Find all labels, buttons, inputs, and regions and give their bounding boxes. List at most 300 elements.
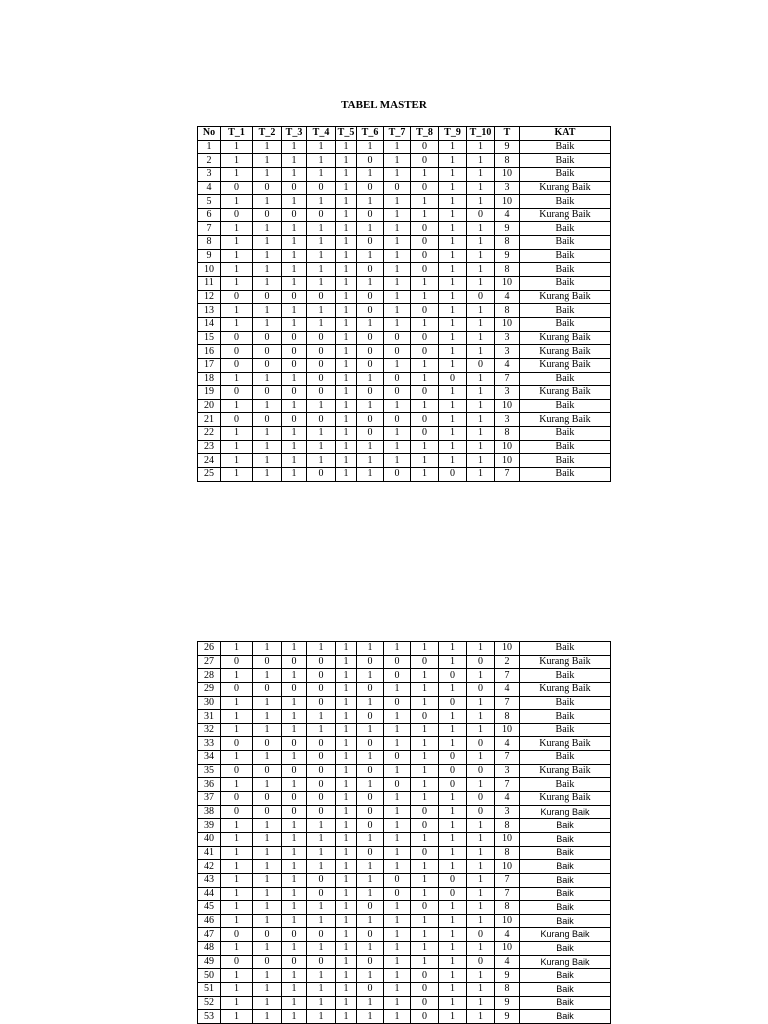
score-cell: 1 [307, 454, 336, 468]
score-cell: 1 [439, 942, 467, 956]
score-cell: 0 [221, 682, 253, 696]
table-row [198, 468, 611, 482]
score-cell: 1 [282, 846, 307, 860]
score-cell: 3 [495, 181, 520, 195]
score-cell: 9 [495, 140, 520, 154]
score-cell: 1 [221, 887, 253, 901]
score-cell: 1 [282, 222, 307, 236]
row-number-cell: 22 [198, 427, 221, 441]
row-number-cell: 32 [198, 723, 221, 737]
score-cell: 0 [357, 983, 384, 997]
score-cell: 1 [336, 468, 357, 482]
category-cell: Baik [520, 249, 611, 263]
table-row [198, 167, 611, 181]
table-row [198, 317, 611, 331]
score-cell: 4 [495, 208, 520, 222]
score-cell: 0 [384, 413, 411, 427]
score-cell: 1 [439, 154, 467, 168]
score-cell: 0 [357, 901, 384, 915]
table-row [198, 331, 611, 345]
table-row [198, 154, 611, 168]
score-cell: 1 [357, 440, 384, 454]
score-cell: 0 [411, 236, 439, 250]
score-cell: 0 [253, 764, 282, 778]
category-cell: Baik [520, 222, 611, 236]
score-cell: 1 [336, 427, 357, 441]
score-cell: 0 [307, 764, 336, 778]
score-cell: 1 [411, 696, 439, 710]
category-cell: Kurang Baik [520, 737, 611, 751]
score-cell: 1 [221, 427, 253, 441]
score-cell: 1 [282, 751, 307, 765]
score-cell: 1 [307, 901, 336, 915]
score-cell: 1 [336, 737, 357, 751]
category-cell: Baik [520, 140, 611, 154]
row-number-cell: 24 [198, 454, 221, 468]
score-cell: 0 [384, 873, 411, 887]
row-number-cell: 12 [198, 290, 221, 304]
score-cell: 1 [253, 723, 282, 737]
score-cell: 0 [411, 710, 439, 724]
row-number-cell: 17 [198, 358, 221, 372]
table-row [198, 290, 611, 304]
score-cell: 1 [282, 195, 307, 209]
score-cell: 1 [467, 399, 495, 413]
score-cell: 1 [221, 901, 253, 915]
score-cell: 1 [336, 331, 357, 345]
table-row [198, 928, 611, 942]
score-cell: 0 [411, 331, 439, 345]
score-cell: 1 [282, 277, 307, 291]
score-cell: 0 [357, 386, 384, 400]
table-row [198, 860, 611, 874]
score-cell: 0 [307, 805, 336, 819]
score-cell: 1 [253, 304, 282, 318]
score-cell: 1 [253, 969, 282, 983]
score-cell: 1 [439, 413, 467, 427]
score-cell: 1 [439, 955, 467, 969]
score-cell: 1 [384, 737, 411, 751]
score-cell: 1 [411, 468, 439, 482]
score-cell: 1 [253, 236, 282, 250]
score-cell: 1 [336, 764, 357, 778]
score-cell: 1 [467, 969, 495, 983]
score-cell: 0 [357, 955, 384, 969]
score-cell: 9 [495, 1010, 520, 1024]
score-cell: 1 [307, 1010, 336, 1024]
score-cell: 9 [495, 222, 520, 236]
row-number-cell: 9 [198, 249, 221, 263]
score-cell: 1 [467, 669, 495, 683]
score-cell: 0 [307, 181, 336, 195]
score-cell: 1 [384, 290, 411, 304]
score-cell: 1 [357, 778, 384, 792]
score-cell: 0 [411, 969, 439, 983]
score-cell: 8 [495, 819, 520, 833]
row-number-cell: 40 [198, 832, 221, 846]
score-cell: 1 [384, 208, 411, 222]
score-cell: 1 [439, 792, 467, 806]
score-cell: 0 [253, 208, 282, 222]
score-cell: 1 [384, 969, 411, 983]
score-cell: 1 [336, 723, 357, 737]
row-number-cell: 7 [198, 222, 221, 236]
score-cell: 1 [439, 208, 467, 222]
score-cell: 1 [467, 642, 495, 656]
score-cell: 0 [253, 805, 282, 819]
table-row [198, 942, 611, 956]
score-cell: 10 [495, 914, 520, 928]
table-row [198, 236, 611, 250]
score-cell: 1 [467, 304, 495, 318]
score-cell: 0 [357, 181, 384, 195]
score-cell: 0 [357, 805, 384, 819]
score-cell: 1 [307, 969, 336, 983]
category-cell: Baik [520, 399, 611, 413]
score-cell: 1 [307, 440, 336, 454]
score-cell: 1 [336, 955, 357, 969]
score-cell: 1 [336, 928, 357, 942]
score-cell: 0 [282, 358, 307, 372]
score-cell: 0 [411, 996, 439, 1010]
score-cell: 1 [357, 696, 384, 710]
score-cell: 0 [384, 181, 411, 195]
score-cell: 1 [307, 819, 336, 833]
score-cell: 4 [495, 358, 520, 372]
score-cell: 0 [384, 778, 411, 792]
score-cell: 1 [411, 669, 439, 683]
header-t1: T_1 [221, 127, 253, 141]
score-cell: 0 [221, 764, 253, 778]
score-cell: 1 [282, 723, 307, 737]
score-cell: 0 [282, 955, 307, 969]
score-cell: 1 [467, 427, 495, 441]
score-cell: 1 [384, 195, 411, 209]
score-cell: 1 [357, 887, 384, 901]
table-row [198, 832, 611, 846]
score-cell: 1 [282, 696, 307, 710]
score-cell: 1 [307, 195, 336, 209]
score-cell: 1 [253, 819, 282, 833]
score-cell: 0 [411, 413, 439, 427]
score-cell: 1 [282, 427, 307, 441]
score-cell: 1 [439, 399, 467, 413]
score-cell: 0 [307, 669, 336, 683]
score-cell: 0 [282, 181, 307, 195]
score-cell: 3 [495, 413, 520, 427]
row-number-cell: 13 [198, 304, 221, 318]
score-cell: 1 [439, 983, 467, 997]
score-cell: 0 [439, 669, 467, 683]
score-cell: 1 [467, 181, 495, 195]
score-cell: 1 [384, 140, 411, 154]
score-cell: 1 [336, 345, 357, 359]
score-cell: 1 [467, 345, 495, 359]
score-cell: 1 [307, 167, 336, 181]
score-cell: 1 [282, 1010, 307, 1024]
score-cell: 1 [336, 386, 357, 400]
score-cell: 8 [495, 427, 520, 441]
score-cell: 0 [411, 1010, 439, 1024]
score-cell: 0 [357, 655, 384, 669]
table-row [198, 805, 611, 819]
score-cell: 0 [467, 792, 495, 806]
table-row [198, 181, 611, 195]
score-cell: 1 [467, 454, 495, 468]
score-cell: 0 [282, 805, 307, 819]
score-cell: 0 [282, 737, 307, 751]
table-row [198, 901, 611, 915]
score-cell: 1 [307, 832, 336, 846]
score-cell: 1 [357, 372, 384, 386]
score-cell: 1 [336, 778, 357, 792]
table-row [198, 819, 611, 833]
score-cell: 1 [282, 819, 307, 833]
score-cell: 1 [439, 167, 467, 181]
score-cell: 1 [221, 873, 253, 887]
category-cell: Baik [520, 873, 611, 887]
score-cell: 0 [357, 846, 384, 860]
score-cell: 1 [411, 792, 439, 806]
score-cell: 0 [282, 290, 307, 304]
score-cell: 0 [253, 181, 282, 195]
score-cell: 1 [384, 642, 411, 656]
score-cell: 1 [467, 1010, 495, 1024]
category-cell: Baik [520, 778, 611, 792]
table-row [198, 358, 611, 372]
category-cell: Kurang Baik [520, 413, 611, 427]
score-cell: 1 [467, 386, 495, 400]
table-row [198, 304, 611, 318]
score-cell: 0 [357, 737, 384, 751]
score-cell: 1 [384, 764, 411, 778]
score-cell: 1 [411, 860, 439, 874]
score-cell: 1 [384, 236, 411, 250]
score-cell: 0 [253, 331, 282, 345]
score-cell: 1 [467, 873, 495, 887]
score-cell: 0 [411, 263, 439, 277]
score-cell: 0 [282, 928, 307, 942]
score-cell: 0 [221, 331, 253, 345]
row-number-cell: 28 [198, 669, 221, 683]
score-cell: 1 [336, 846, 357, 860]
row-number-cell: 19 [198, 386, 221, 400]
score-cell: 1 [307, 996, 336, 1010]
score-cell: 0 [467, 208, 495, 222]
score-cell: 1 [467, 277, 495, 291]
score-cell: 1 [439, 331, 467, 345]
score-cell: 1 [467, 195, 495, 209]
score-cell: 1 [411, 682, 439, 696]
score-cell: 0 [253, 655, 282, 669]
score-cell: 1 [307, 942, 336, 956]
score-cell: 1 [253, 263, 282, 277]
score-cell: 2 [495, 655, 520, 669]
score-cell: 1 [439, 682, 467, 696]
score-cell: 1 [467, 317, 495, 331]
score-cell: 1 [221, 468, 253, 482]
row-number-cell: 31 [198, 710, 221, 724]
score-cell: 1 [336, 914, 357, 928]
score-cell: 1 [253, 222, 282, 236]
score-cell: 8 [495, 263, 520, 277]
score-cell: 0 [307, 468, 336, 482]
score-cell: 0 [282, 655, 307, 669]
score-cell: 1 [439, 195, 467, 209]
score-cell: 0 [282, 682, 307, 696]
header-t10: T_10 [467, 127, 495, 141]
score-cell: 1 [253, 983, 282, 997]
score-cell: 1 [336, 413, 357, 427]
score-cell: 0 [357, 304, 384, 318]
score-cell: 0 [411, 181, 439, 195]
score-cell: 8 [495, 983, 520, 997]
score-cell: 0 [221, 181, 253, 195]
score-cell: 1 [467, 331, 495, 345]
score-cell: 1 [253, 140, 282, 154]
score-cell: 1 [253, 832, 282, 846]
score-cell: 1 [282, 372, 307, 386]
score-cell: 1 [439, 846, 467, 860]
score-cell: 1 [253, 372, 282, 386]
score-cell: 1 [336, 669, 357, 683]
score-cell: 0 [307, 792, 336, 806]
score-cell: 0 [357, 682, 384, 696]
score-cell: 1 [384, 914, 411, 928]
score-cell: 10 [495, 832, 520, 846]
score-cell: 1 [467, 140, 495, 154]
score-cell: 1 [253, 427, 282, 441]
row-number-cell: 45 [198, 901, 221, 915]
score-cell: 1 [221, 263, 253, 277]
score-cell: 0 [411, 345, 439, 359]
score-cell: 0 [307, 887, 336, 901]
category-cell: Baik [520, 277, 611, 291]
score-cell: 1 [221, 454, 253, 468]
row-number-cell: 51 [198, 983, 221, 997]
row-number-cell: 6 [198, 208, 221, 222]
score-cell: 1 [221, 154, 253, 168]
score-cell: 1 [282, 167, 307, 181]
score-cell: 7 [495, 696, 520, 710]
score-cell: 0 [307, 682, 336, 696]
score-cell: 0 [221, 386, 253, 400]
score-cell: 0 [411, 249, 439, 263]
score-cell: 1 [221, 440, 253, 454]
score-cell: 1 [282, 914, 307, 928]
score-cell: 1 [439, 454, 467, 468]
score-cell: 1 [253, 887, 282, 901]
score-cell: 0 [221, 655, 253, 669]
category-cell: Baik [520, 372, 611, 386]
score-cell: 1 [439, 655, 467, 669]
table-row [198, 642, 611, 656]
score-cell: 4 [495, 290, 520, 304]
score-cell: 1 [282, 832, 307, 846]
score-cell: 1 [282, 468, 307, 482]
score-cell: 1 [253, 710, 282, 724]
category-cell: Baik [520, 723, 611, 737]
score-cell: 1 [467, 710, 495, 724]
score-cell: 0 [411, 655, 439, 669]
category-cell: Baik [520, 454, 611, 468]
score-cell: 1 [411, 764, 439, 778]
score-cell: 0 [307, 873, 336, 887]
table-body-page-1 [198, 140, 611, 481]
score-cell: 1 [384, 792, 411, 806]
score-cell: 1 [384, 805, 411, 819]
category-cell: Baik [520, 887, 611, 901]
score-cell: 7 [495, 372, 520, 386]
score-cell: 1 [307, 723, 336, 737]
score-cell: 0 [357, 764, 384, 778]
row-number-cell: 18 [198, 372, 221, 386]
score-cell: 1 [411, 737, 439, 751]
score-cell: 1 [253, 642, 282, 656]
score-cell: 0 [357, 358, 384, 372]
category-cell: Kurang Baik [520, 764, 611, 778]
score-cell: 0 [253, 358, 282, 372]
category-cell: Baik [520, 304, 611, 318]
score-cell: 1 [411, 928, 439, 942]
score-cell: 0 [282, 208, 307, 222]
score-cell: 1 [467, 167, 495, 181]
score-cell: 1 [411, 208, 439, 222]
score-cell: 1 [384, 167, 411, 181]
row-number-cell: 2 [198, 154, 221, 168]
score-cell: 1 [253, 468, 282, 482]
score-cell: 1 [336, 901, 357, 915]
score-cell: 1 [221, 914, 253, 928]
score-cell: 8 [495, 236, 520, 250]
score-cell: 1 [253, 751, 282, 765]
score-cell: 4 [495, 928, 520, 942]
score-cell: 1 [282, 983, 307, 997]
score-cell: 1 [253, 277, 282, 291]
score-cell: 1 [253, 317, 282, 331]
score-cell: 0 [467, 928, 495, 942]
score-cell: 1 [384, 682, 411, 696]
row-number-cell: 1 [198, 140, 221, 154]
score-cell: 0 [307, 928, 336, 942]
table-row [198, 1010, 611, 1024]
score-cell: 1 [411, 832, 439, 846]
header-t6: T_6 [357, 127, 384, 141]
score-cell: 1 [221, 195, 253, 209]
score-cell: 1 [439, 642, 467, 656]
score-cell: 1 [384, 454, 411, 468]
score-cell: 1 [336, 154, 357, 168]
score-cell: 1 [221, 832, 253, 846]
category-cell: Baik [520, 942, 611, 956]
score-cell: 1 [307, 249, 336, 263]
score-cell: 1 [282, 942, 307, 956]
score-cell: 1 [253, 1010, 282, 1024]
category-cell: Baik [520, 263, 611, 277]
score-cell: 0 [439, 751, 467, 765]
score-cell: 3 [495, 805, 520, 819]
score-cell: 1 [253, 167, 282, 181]
score-cell: 1 [439, 249, 467, 263]
table-row [198, 249, 611, 263]
score-cell: 1 [384, 277, 411, 291]
table-row [198, 399, 611, 413]
score-cell: 1 [221, 236, 253, 250]
score-cell: 0 [307, 751, 336, 765]
score-cell: 0 [357, 710, 384, 724]
score-cell: 1 [253, 942, 282, 956]
row-number-cell: 38 [198, 805, 221, 819]
